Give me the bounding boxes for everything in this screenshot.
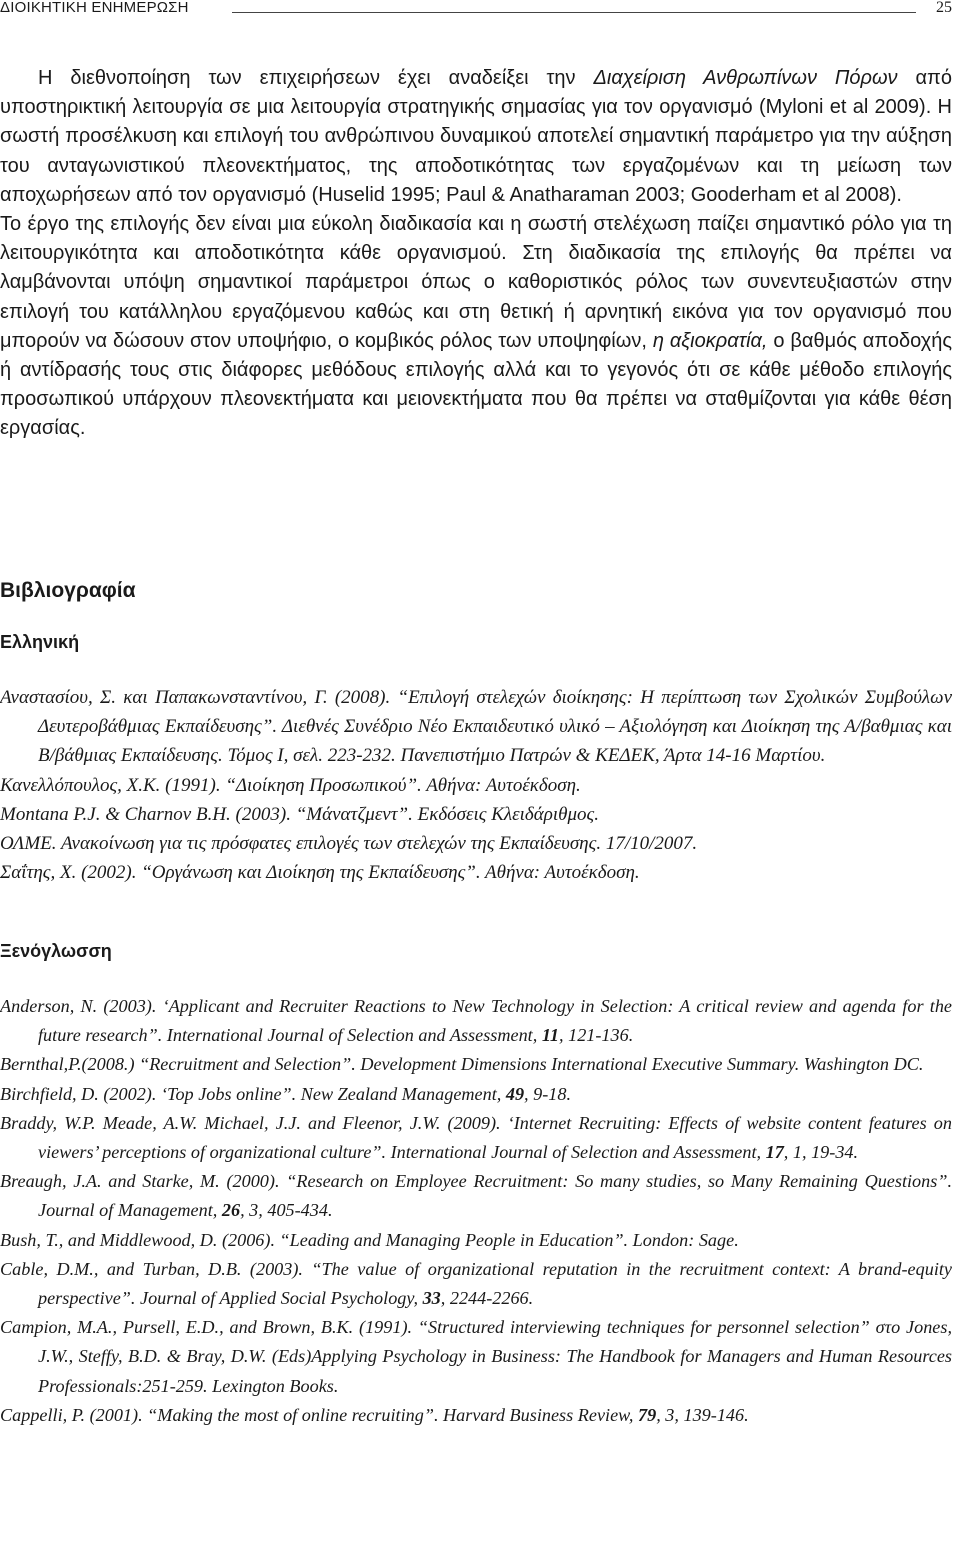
reference-item [0, 1080, 952, 1109]
reference-item: Montana P.J. & Charnov B.H. (2003). “Μάνατζμεντ”. Εκδόσεις Κλειδάριθμος. [0, 803, 599, 825]
reference-item: Κανελλόπουλος, Χ.Κ. (1991). “Διοίκηση Προσωπικού”. Αθήνα: Αυτοέκδοση. [0, 774, 581, 796]
reference-pages: , 3, 405-434. [240, 1200, 333, 1221]
reference-pages: , 121-136. [559, 1025, 634, 1046]
reference-pages: , 1, 19-34. [783, 1142, 859, 1163]
reference-item: Σαΐτης, Χ. (2002). “Οργάνωση και Διοίκηση της Εκπαίδευσης”. Αθήνα: Αυτοέκδοση. [0, 862, 640, 884]
running-header [0, 0, 952, 20]
reference-volume: 11 [541, 1025, 559, 1046]
reference-volume: 17 [765, 1142, 784, 1163]
reference-item [0, 1050, 952, 1079]
paragraph-1-text-b: από υποστηρικτική λειτουργία σε μια λειτουργία στρατηγικής σημασίας για τον οργανισμό (Myloni et al 2009). Η σωστή προσέλκυση και επιλογή του ανθρώπινου δυναμικού αποτελεί σημαντική παράμετρο για την αύξηση του ανταγωνιστικού πλεονεκτήματος, της αποδοτικότητας των εργαζομένων και τη μείωση των αποχωρήσεων από τον οργανισμό (Huselid 1995; Paul & Anatharaman 2003; Gooderham et al 2008). [0, 67, 952, 206]
foreign-reference-list [0, 992, 952, 1430]
paragraph-1-italic: Διαχείριση Ανθρωπίνων Πόρων [593, 67, 898, 89]
reference-pages: , 2244-2266. [440, 1288, 534, 1309]
paragraph-2-text-b: ο βαθμός αποδοχής ή αντίδρασής τους στις διάφορες μεθόδους επιλογής αλλά και το γεγονός ότι σε κάθε μέθοδο επιλογής προσωπικού υπάρχουν πλεονεκτήματα και μειονεκτήματα που θα πρέπει να σταθμίζονται για κάθε θέση εργασίας. [0, 329, 952, 440]
reference-volume: 33 [422, 1288, 441, 1309]
reference-item [0, 1167, 952, 1225]
reference-item [0, 1313, 952, 1401]
reference-text: Breaugh, J.A. and Starke, M. (2000). “Research on Employee Recruitment: So many studies, so Many Remaining Questions”. Journal of Management, [0, 1171, 952, 1221]
reference-item [0, 1109, 952, 1167]
reference-volume: 26 [221, 1200, 241, 1221]
reference-text: Bernthal,P.(2008.) “Recruitment and Selection”. Development Dimensions International Executive Summary. Washington DC. [0, 1054, 924, 1075]
paragraph-2-text-a: Το έργο της επιλογής δεν είναι μια εύκολη διαδικασία και η σωστή στελέχωση παίζει σημαντικό ρόλο για τη λειτουργικότητα και αποδοτικότητα κάθε οργανισμού. Στη διαδικασία της επιλογής θα πρέπει να λαμβάνονται υπόψη σημαντικοί παράμετροι όπως ο καθοριστικός ρόλος των συνεντευξιαστών στην επιλογή του κατάλληλου εργαζόμενου καθώς και στη θετική ή αρνητική εικόνα για τον οργανισμό που μπορούν να δώσουν στον υποψήφιο, ο κομβικός ρόλος των υποψηφίων, [0, 213, 952, 352]
reference-text: Cappelli, P. (2001). “Making the most of online recruiting”. Harvard Business Review, [0, 1404, 639, 1425]
reference-text: Cable, D.M., and Turban, D.B. (2003). “The value of organizational reputation in the recruitment context: A brand-equity perspective”. Journal of Applied Social Psychology, [0, 1258, 952, 1309]
paragraph-1-text-a: Η διεθνοποίηση των επιχειρήσεων έχει αναδείξει την [38, 67, 594, 89]
foreign-refs-heading: Ξενόγλωσση [0, 941, 112, 961]
reference-text: Bush, T., and Middlewood, D. (2006). “Leading and Managing People in Education”. London: Sage. [0, 1229, 739, 1250]
paragraph-2 [0, 210, 952, 444]
header-rule [232, 12, 916, 13]
reference-item [0, 1401, 952, 1430]
reference-volume: 49 [505, 1083, 525, 1104]
reference-item: ΟΛΜΕ. Ανακοίνωση για τις πρόσφατες επιλογές των στελεχών της Εκπαίδευσης. 17/10/2007. [0, 833, 698, 855]
reference-pages: , 3, 139-146. [656, 1404, 749, 1425]
reference-item [0, 992, 952, 1050]
greek-refs-heading: Ελληνική [0, 632, 80, 652]
greek-reference-list [0, 683, 952, 887]
reference-item: Αναστασίου, Σ. και Παπακωνσταντίνου, Γ. (2008). “Επιλογή στελεχών διοίκησης: Η περίπτωση των Σχολικών Συμβούλων Δευτεροβάθμιας Εκπαίδευσης”. Διεθνές Συνέδριο Νέο Εκπαιδευτικό υλικό – Αξιολόγηση και Διοίκηση της Α/βαθμιας και Β/βάθμιας Εκπαίδευσης. Τόμος Ι, σελ. 223-232. Πανεπιστήμιο Πατρών & ΚΕΔΕΚ, Άρτα 14-16 Μαρτίου. [0, 687, 952, 767]
paragraph-2-italic: η αξιοκρατία, [652, 329, 768, 352]
page-number: 25 [936, 0, 952, 16]
reference-pages: , 9-18. [524, 1083, 572, 1104]
journal-title: ΔΙΟΙΚΗΤΙΚΗ ΕΝΗΜΕΡΩΣΗ [0, 0, 189, 16]
body-text [0, 64, 952, 444]
paragraph-1 [0, 64, 952, 210]
reference-item [0, 1226, 952, 1255]
reference-text: Birchfield, D. (2002). ‘Top Jobs online”. New Zealand Management, [0, 1083, 506, 1104]
reference-text: Braddy, W.P. Meade, A.W. Michael, J.J. and Fleenor, J.W. (2009). ‘Internet Recruiting: Effects of website content features on viewers’ perceptions of organizational culture”. International Journal of Selection and Assessment, [0, 1112, 952, 1163]
reference-volume: 79 [638, 1404, 657, 1425]
bibliography-heading: Βιβλιογραφία [0, 579, 136, 602]
reference-item [0, 1255, 952, 1313]
reference-text: Campion, M.A., Pursell, E.D., and Brown, B.K. (1991). “Structured interviewing techniques for personnel selection” στο Jones, J.W., Steffy, B.D. & Bray, D.W. (Eds)Applying Psychology in Business: The Handbook for Managers and Human Resources Professionals:251-259. Lexington Books. [0, 1317, 952, 1396]
reference-text: Anderson, N. (2003). ‘Applicant and Recruiter Reactions to New Technology in Selection: A critical review and agenda for the future research”. International Journal of Selection and Assessment, [0, 996, 952, 1046]
